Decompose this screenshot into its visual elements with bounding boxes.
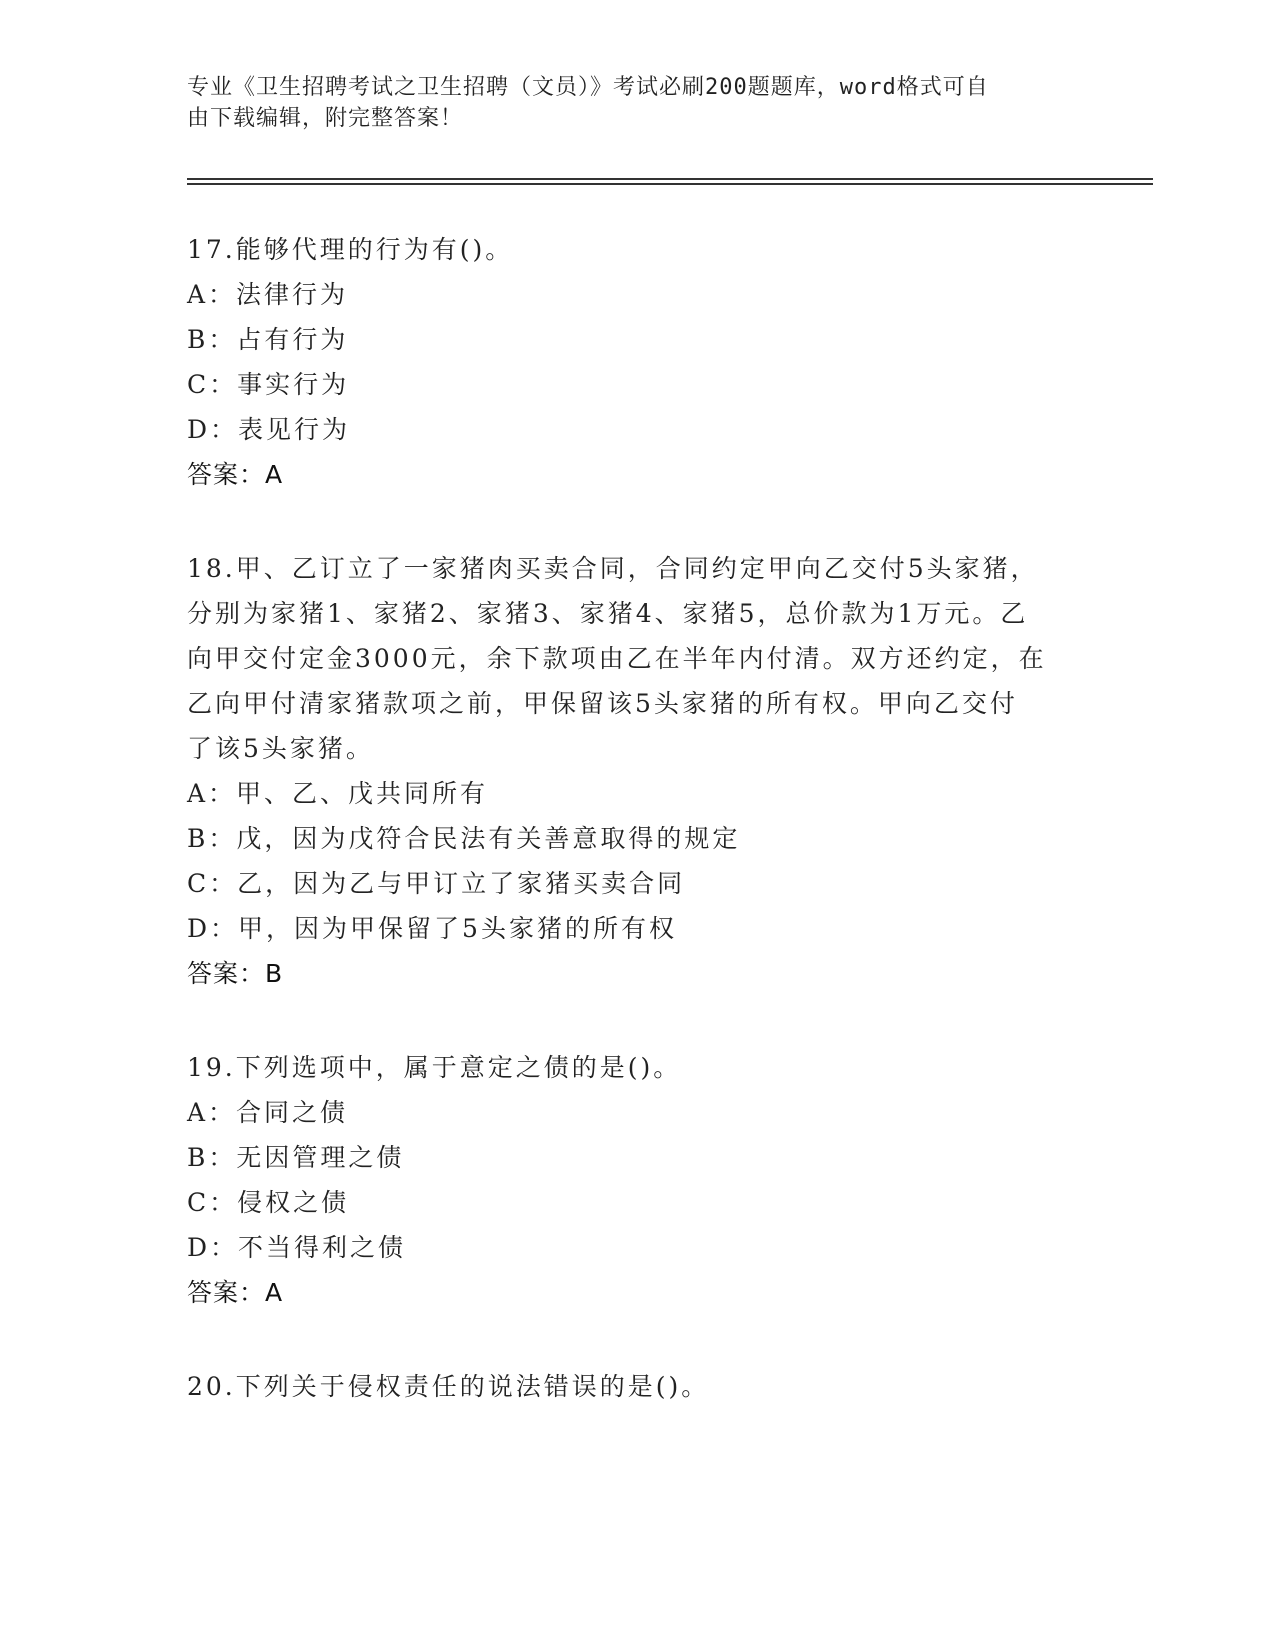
question-20-stem: 20.下列关于侵权责任的说法错误的是()。 (187, 1372, 710, 1401)
header-divider-top (187, 178, 1153, 180)
question-18-option-d: D：甲，因为甲保留了5头家猪的所有权 (187, 914, 677, 943)
header-divider-bottom (187, 183, 1153, 185)
question-18-stem-line-4: 乙向甲付清家猪款项之前，甲保留该5头家猪的所有权。甲向乙交付 (187, 689, 1018, 718)
question-17-answer: 答案：A (187, 460, 284, 489)
question-19-option-c: C：侵权之债 (187, 1188, 350, 1217)
question-18-stem-line-3: 向甲交付定金3000元，余下款项由乙在半年内付清。双方还约定，在 (187, 644, 1047, 673)
question-18-option-c: C：乙，因为乙与甲订立了家猪买卖合同 (187, 869, 686, 898)
question-19-stem: 19.下列选项中，属于意定之债的是()。 (187, 1053, 682, 1082)
question-17-option-b: B：占有行为 (187, 325, 349, 354)
header-line-1: 专业《卫生招聘考试之卫生招聘（文员）》考试必刷200题题库，word格式可自 (187, 75, 989, 100)
question-17-option-d: D：表见行为 (187, 415, 351, 444)
question-19-answer: 答案：A (187, 1278, 284, 1307)
header-line-2: 由下载编辑，附完整答案！ (187, 106, 464, 131)
question-18-stem-line-1: 18.甲、乙订立了一家猪肉买卖合同，合同约定甲向乙交付5头家猪， (187, 554, 1039, 583)
document-header (187, 72, 1087, 134)
question-17-stem: 17.能够代理的行为有()。 (187, 235, 514, 264)
question-18-stem-line-5: 了该5头家猪。 (187, 734, 374, 763)
question-19-option-d: D：不当得利之债 (187, 1233, 407, 1262)
question-18-option-b: B：戊，因为戊符合民法有关善意取得的规定 (187, 824, 741, 853)
question-19-option-b: B：无因管理之债 (187, 1143, 405, 1172)
question-17-option-a: A：法律行为 (187, 280, 349, 309)
question-19-option-a: A：合同之债 (187, 1098, 349, 1127)
question-18-answer: 答案：B (187, 959, 284, 988)
question-18-stem-line-2: 分别为家猪1、家猪2、家猪3、家猪4、家猪5，总价款为1万元。乙 (187, 599, 1029, 628)
question-18-option-a: A：甲、乙、戊共同所有 (187, 779, 489, 808)
question-17-option-c: C：事实行为 (187, 370, 350, 399)
